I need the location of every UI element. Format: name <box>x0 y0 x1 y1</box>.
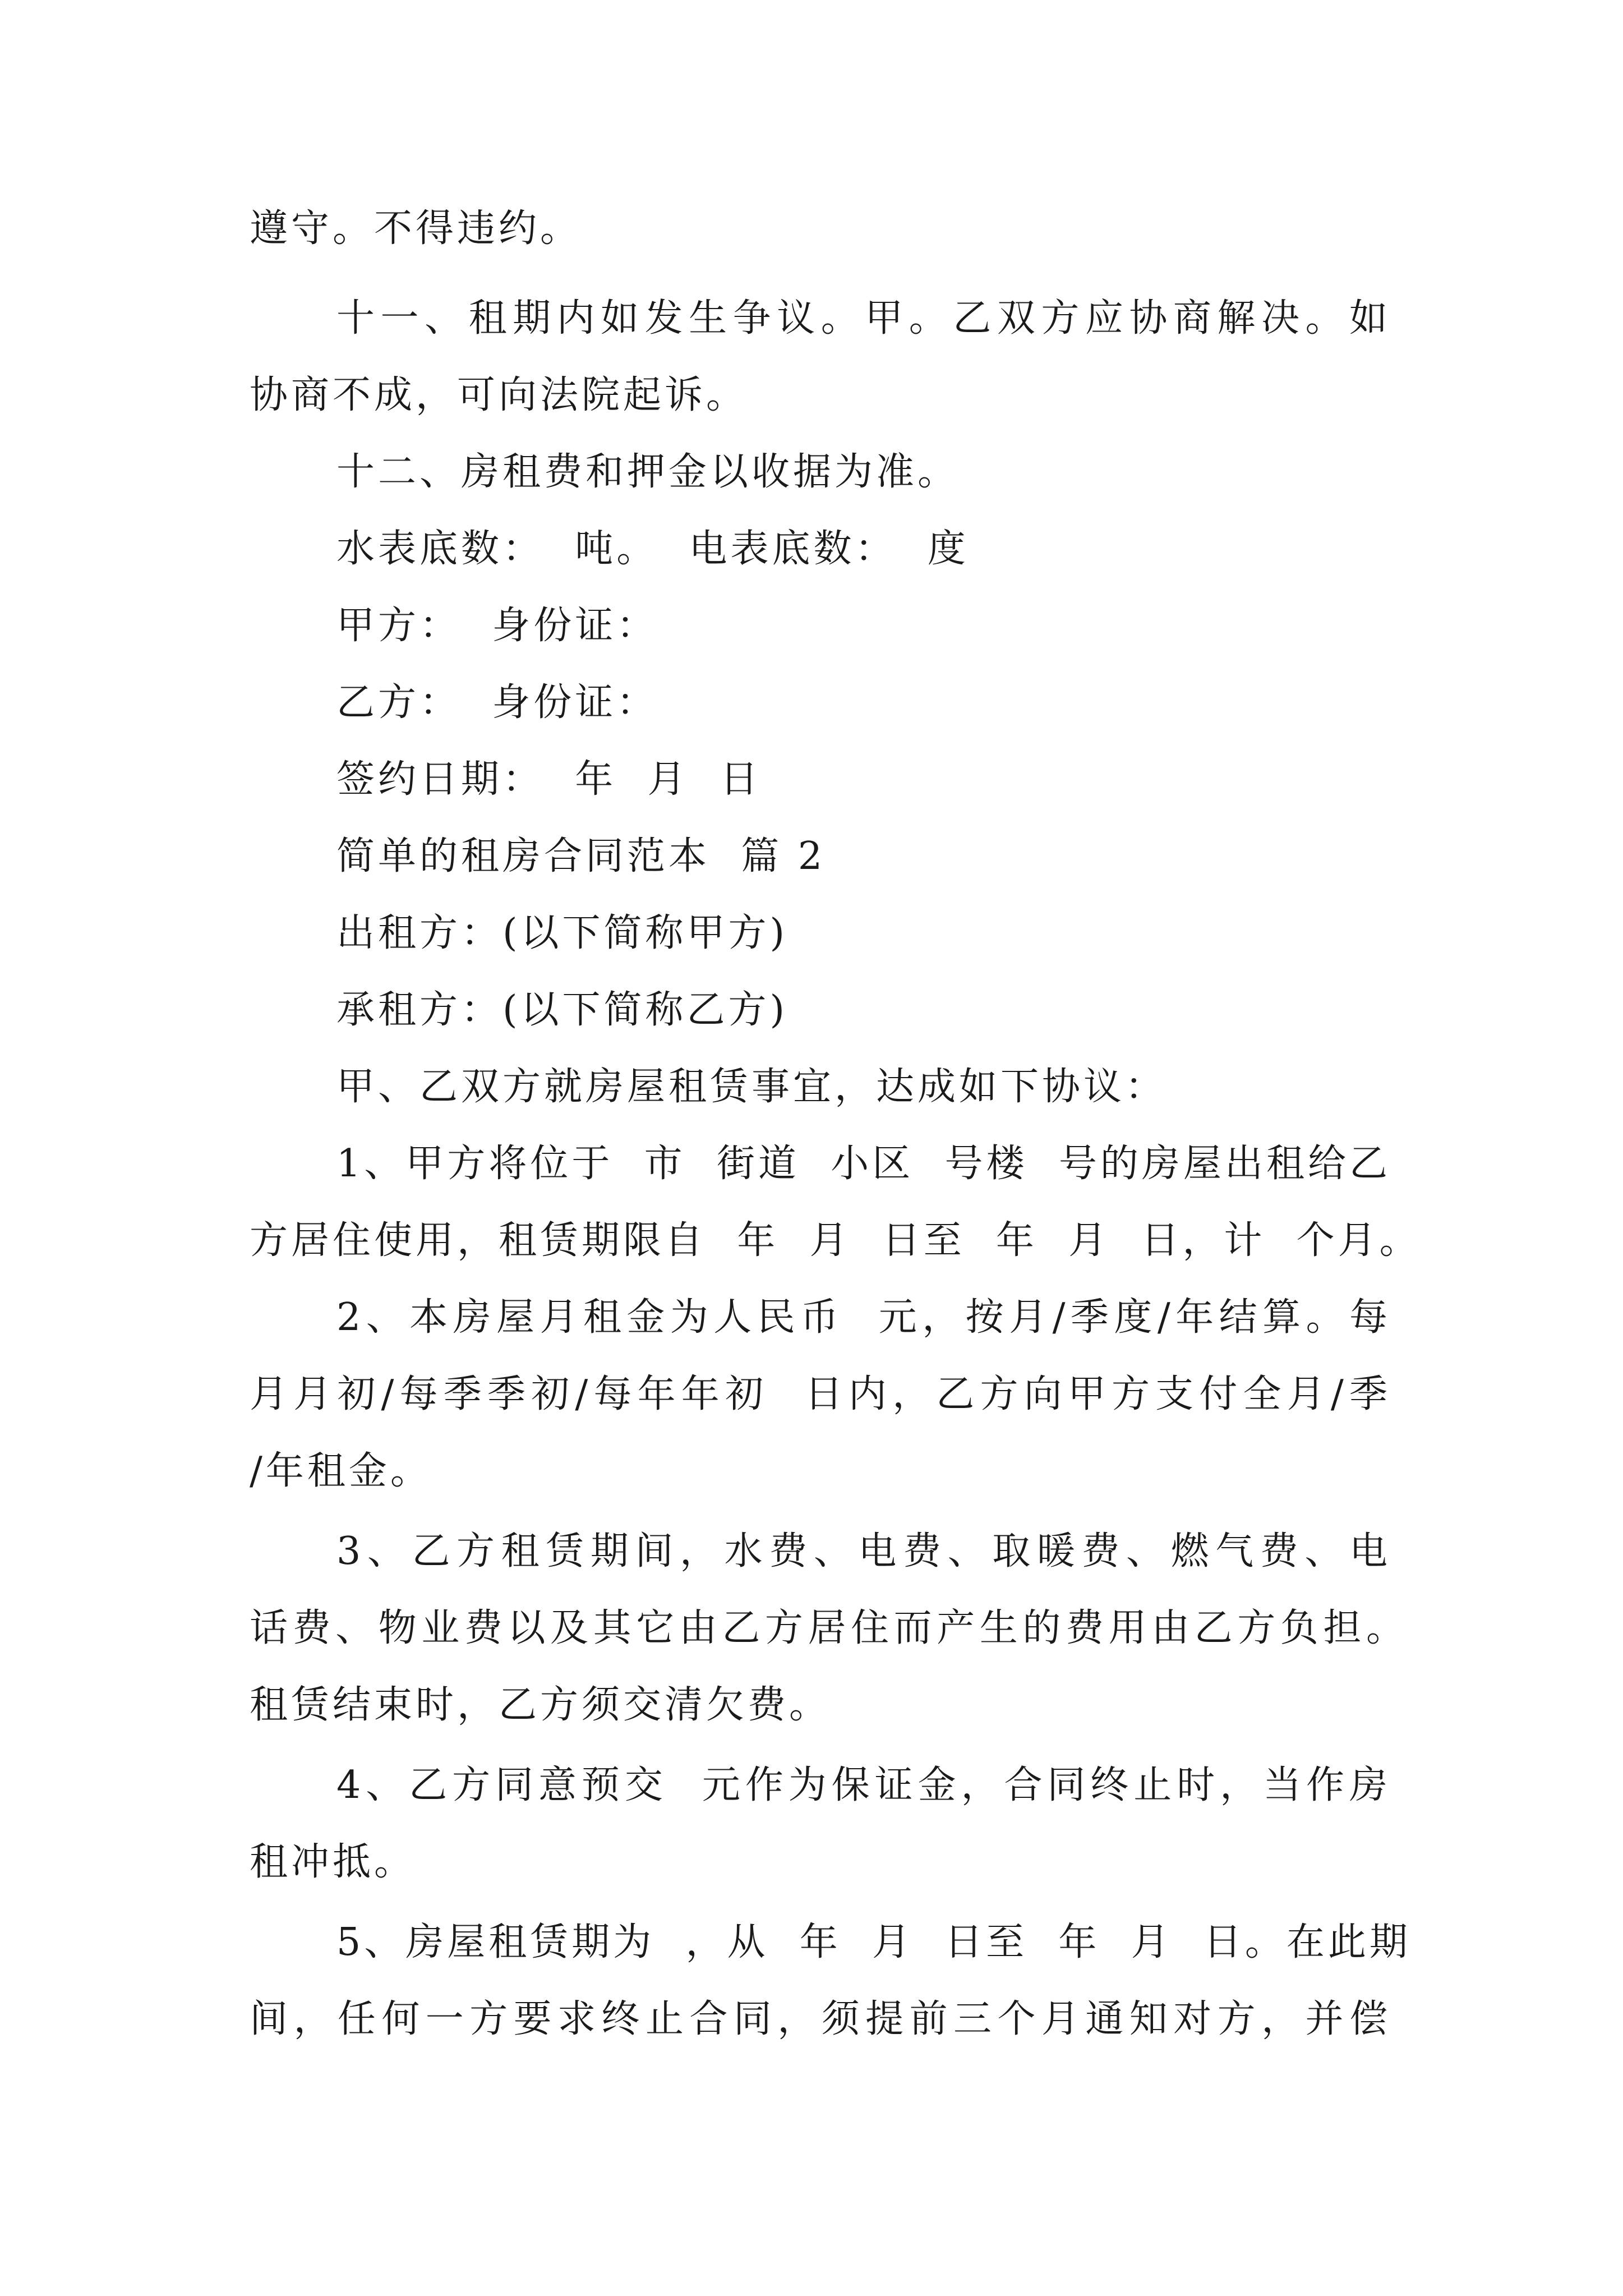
text-line: 3、乙方租赁期间，水费、电费、取暖费、燃气费、电 <box>336 1529 1391 1573</box>
text-line: 租冲抵。 <box>250 1840 416 1884</box>
text-line: 承租方：(以下简称乙方) <box>336 988 789 1032</box>
text-line: 甲、乙双方就房屋租赁事宜，达成如下协议： <box>336 1065 1167 1109</box>
text-line: 出租方：(以下简称甲方) <box>336 911 789 955</box>
text-line: 签约日期： 年 月 日 <box>336 757 762 802</box>
text-line: 2、本房屋月租金为人民币 元，按月/季度/年结算。每 <box>336 1295 1391 1340</box>
text-line: 1、甲方将位于 市 街道 小区 号楼 号的房屋出租给乙 <box>336 1142 1391 1186</box>
text-line: 十二、房租费和押金以收据为准。 <box>336 450 960 494</box>
text-line: 水表底数： 吨。 电表底数： 度 <box>336 527 969 571</box>
text-line: 遵守。不得违约。 <box>250 206 582 251</box>
text-line: 月月初/每季季初/每年年初 日内，乙方向甲方支付全月/季 <box>250 1372 1391 1416</box>
text-line: 4、乙方同意预交 元作为保证金，合同终止时，当作房 <box>336 1763 1391 1807</box>
text-line: 乙方： 身份证： <box>336 680 658 725</box>
text-line: 十一、租期内如发生争议。甲。乙双方应协商解决。如 <box>336 296 1391 341</box>
text-line: /年租金。 <box>250 1449 432 1493</box>
section-heading: 简单的租房合同范本 篇 2 <box>336 834 826 878</box>
text-line: 甲方： 身份证： <box>336 604 658 648</box>
text-line: 话费、物业费以及其它由乙方居住而产生的费用由乙方负担。 <box>250 1606 1408 1650</box>
text-line: 方居住使用，租赁期限自 年 月 日至 年 月 日，计 个月。 <box>250 1218 1421 1263</box>
text-line: 5、房屋租赁期为 ，从 年 月 日至 年 月 日。在此期 <box>336 1920 1411 1964</box>
text-line: 间，任何一方要求终止合同，须提前三个月通知对方，并偿 <box>250 1997 1391 2041</box>
text-line: 租赁结束时，乙方须交清欠费。 <box>250 1683 831 1727</box>
text-line: 协商不成，可向法院起诉。 <box>250 373 748 417</box>
